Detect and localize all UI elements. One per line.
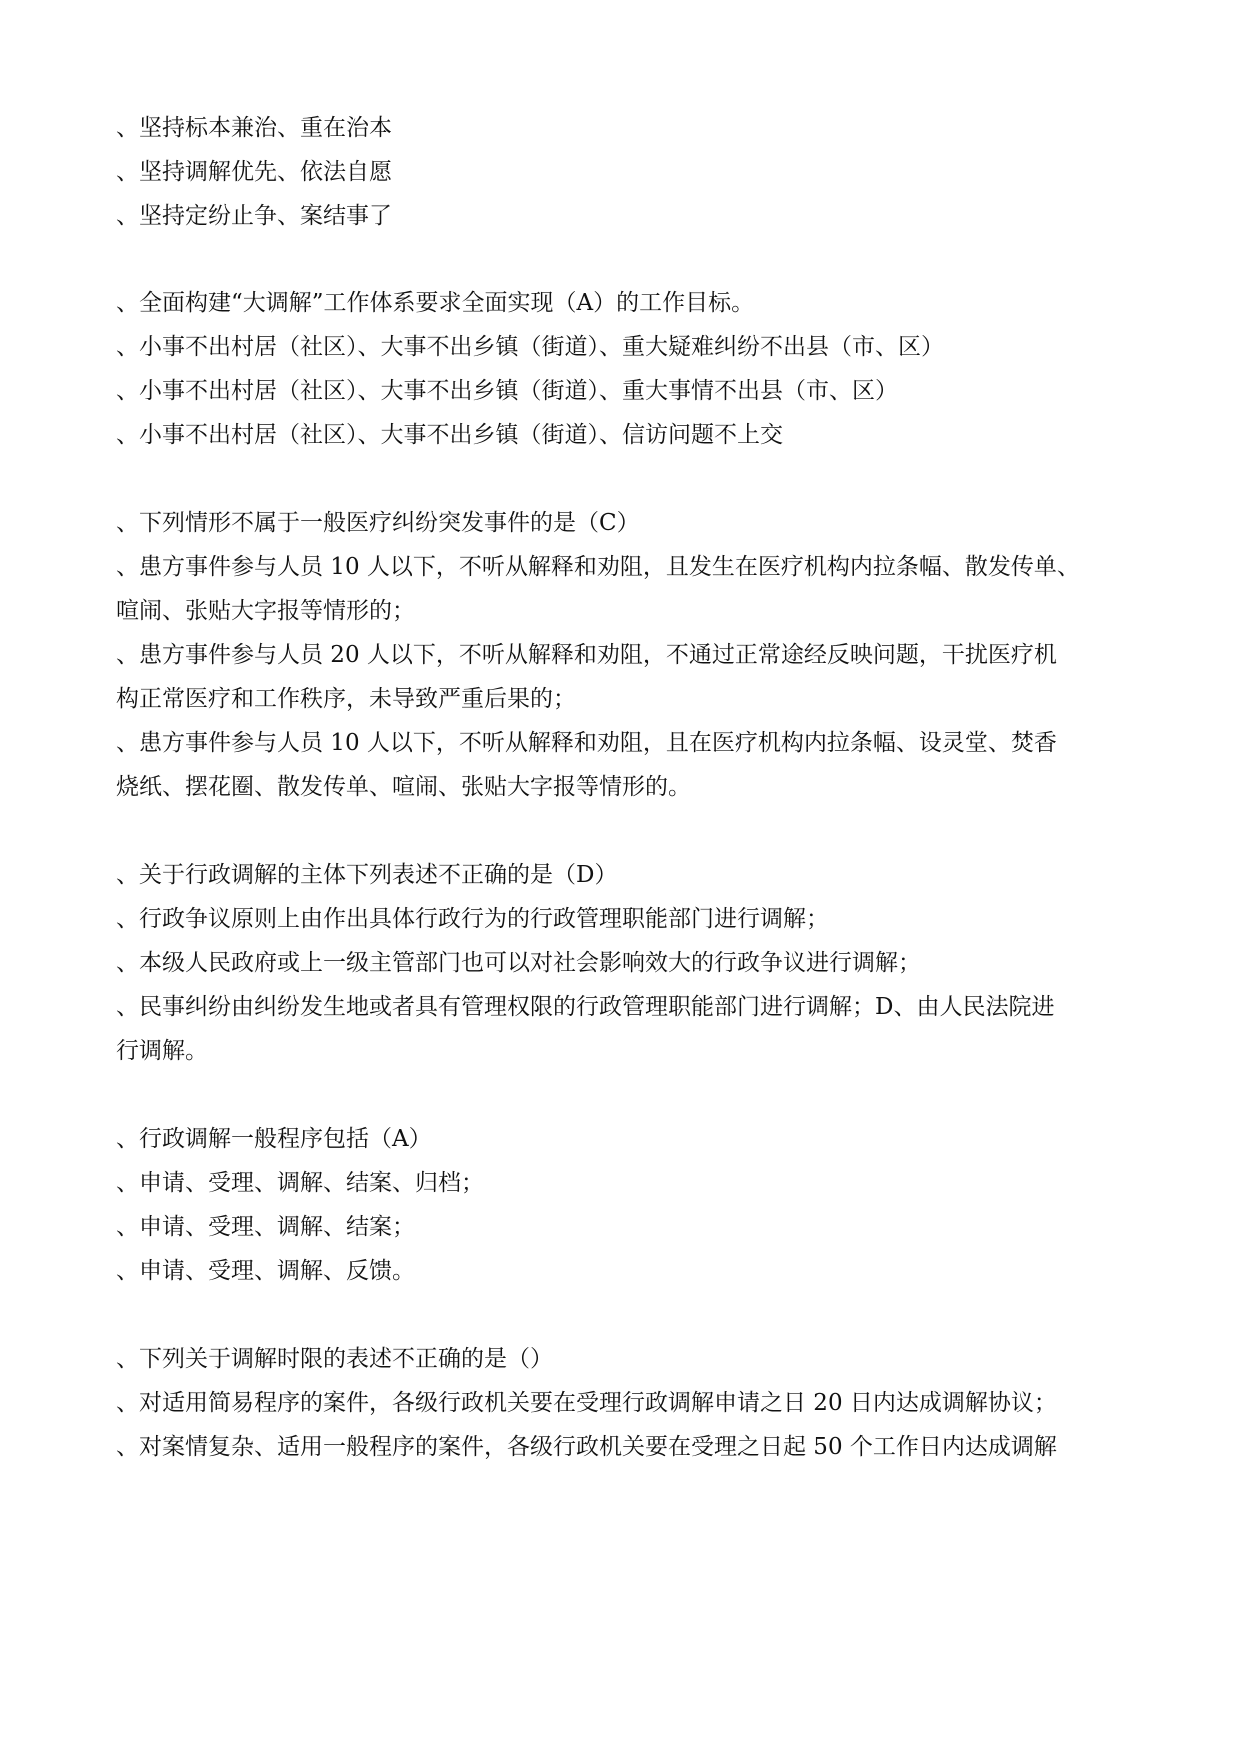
option-line: 构正常医疗和工作秩序，未导致严重后果的； [116,686,576,712]
option-line: 、患方事件参与人员 10 人以下，不听从解释和劝阻，且在医疗机构内拉条幅、设灵堂、焚香 [116,730,1057,756]
option-line: 、申请、受理、调解、结案、归档； [116,1170,484,1196]
option-line: 、对适用简易程序的案件，各级行政机关要在受理行政调解申请之日 20 日内达成调解协议； [116,1390,1057,1416]
question-line: 、全面构建“大调解”工作体系要求全面实现（A）的工作目标。 [116,290,755,316]
question-line: 、下列关于调解时限的表述不正确的是（） [116,1346,553,1372]
option-line: 、申请、受理、调解、反馈。 [116,1258,415,1284]
option-line: 、患方事件参与人员 10 人以下，不听从解释和劝阻，且发生在医疗机构内拉条幅、散发传单、 [116,554,1080,580]
option-line: 喧闹、张贴大字报等情形的； [116,598,415,624]
question-line: 、下列情形不属于一般医疗纠纷突发事件的是（C） [116,510,640,536]
option-line: 、小事不出村居（社区）、大事不出乡镇（街道）、信访问题不上交 [116,422,783,448]
option-line: 、本级人民政府或上一级主管部门也可以对社会影响效大的行政争议进行调解； [116,950,921,976]
text-line: 、坚持标本兼治、重在治本 [116,115,392,141]
option-line: 、患方事件参与人员 20 人以下，不听从解释和劝阻，不通过正常途经反映问题，干扰医疗机 [116,642,1057,668]
option-line: 、小事不出村居（社区）、大事不出乡镇（街道）、重大疑难纠纷不出县（市、区） [116,334,944,360]
option-line: 烧纸、摆花圈、散发传单、喧闹、张贴大字报等情形的。 [116,774,691,800]
question-line: 、关于行政调解的主体下列表述不正确的是（D） [116,862,618,888]
option-line: 、民事纠纷由纠纷发生地或者具有管理权限的行政管理职能部门进行调解；D、由人民法院进 [116,994,1055,1020]
question-line: 、行政调解一般程序包括（A） [116,1126,432,1152]
option-line: 、小事不出村居（社区）、大事不出乡镇（街道）、重大事情不出县（市、区） [116,378,898,404]
option-line: 、对案情复杂、适用一般程序的案件，各级行政机关要在受理之日起 50 个工作日内达成调解 [116,1434,1057,1460]
option-line: 、申请、受理、调解、结案； [116,1214,415,1240]
option-line: 、行政争议原则上由作出具体行政行为的行政管理职能部门进行调解； [116,906,829,932]
text-line: 、坚持定纷止争、案结事了 [116,203,392,229]
text-line: 、坚持调解优先、依法自愿 [116,159,392,185]
option-line: 行调解。 [116,1038,208,1064]
